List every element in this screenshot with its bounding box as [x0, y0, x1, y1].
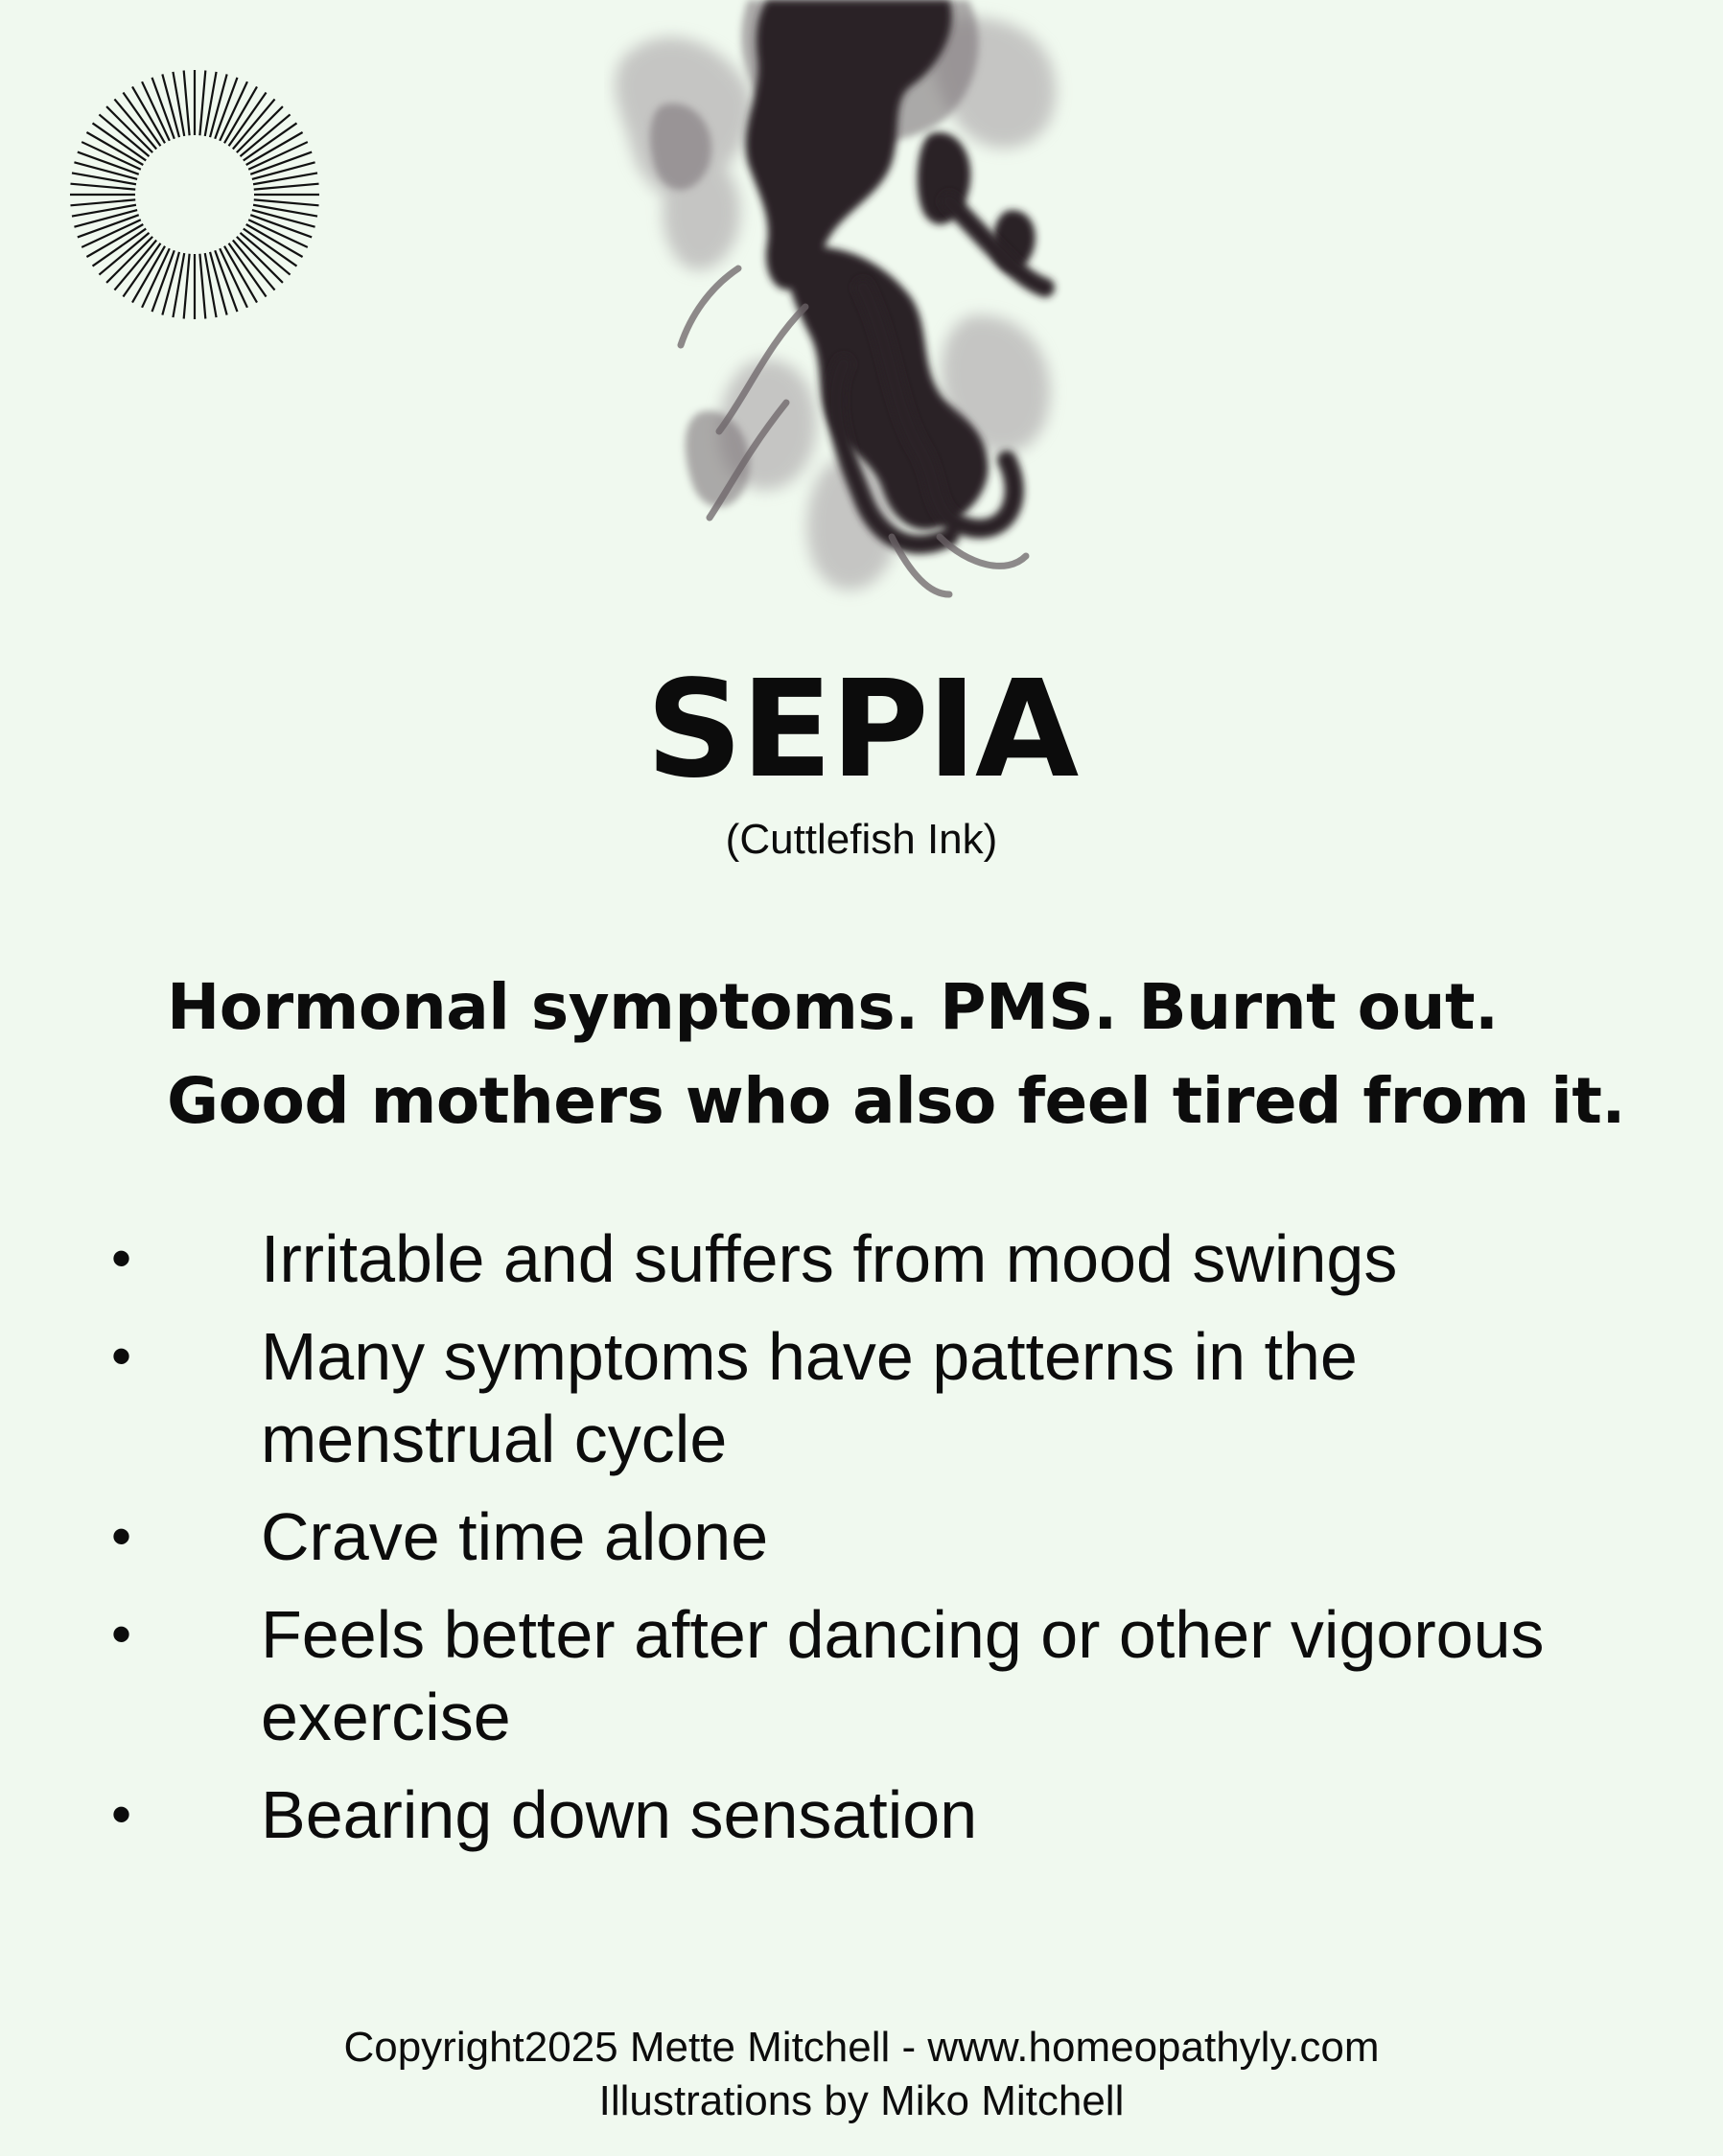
- sunburst-ray: [229, 243, 267, 297]
- symptom-item: [105, 1217, 1659, 1300]
- symptom-text: Bearing down sensation: [261, 1777, 978, 1852]
- symptom-text: Crave time alone: [261, 1499, 769, 1574]
- sunburst-ray: [199, 70, 205, 135]
- sunburst-ray: [244, 123, 297, 160]
- sunburst-ray: [229, 93, 267, 147]
- sunburst-ray: [70, 199, 135, 205]
- tagline-line: Hormonal symptoms. PMS. Burnt out.: [167, 970, 1499, 1044]
- remedy-subtitle: (Cuttlefish Ink): [725, 816, 998, 863]
- sunburst-ray: [93, 229, 147, 267]
- sunburst-ray: [72, 173, 136, 184]
- bullet-icon: •: [111, 1324, 132, 1388]
- sunburst-ray: [233, 240, 275, 290]
- sunburst-ray: [184, 254, 190, 319]
- sunburst-ray: [72, 205, 136, 217]
- sunburst-ray: [114, 99, 156, 149]
- sunburst-ray: [99, 233, 149, 275]
- sunburst-ray: [254, 199, 319, 205]
- sunburst-ray: [93, 123, 147, 160]
- sunburst-ray: [237, 237, 283, 283]
- bullet-icon: •: [111, 1226, 132, 1290]
- symptom-text: Feels better after dancing or other vigorous exercise: [261, 1597, 1545, 1754]
- sunburst-ray: [106, 106, 152, 152]
- symptom-item: [105, 1773, 1659, 1856]
- illustration-credit: Illustrations by Miko Mitchell: [598, 2077, 1125, 2124]
- sunburst-ray: [240, 114, 290, 156]
- sunburst-ray: [205, 72, 217, 136]
- sunburst-ray: [99, 114, 149, 156]
- sunburst-ray: [123, 243, 160, 297]
- symptom-item: [105, 1495, 1659, 1578]
- sunburst-ray: [233, 99, 275, 149]
- sunburst-ray: [244, 229, 297, 267]
- bullet-icon: •: [111, 1504, 132, 1568]
- footer: [0, 2021, 1723, 2128]
- remedy-title: SEPIA: [645, 652, 1078, 808]
- symptom-list: [105, 1217, 1659, 1871]
- sunburst-ray: [173, 253, 184, 317]
- tagline-line: Good mothers who also feel tired from it.: [167, 1064, 1625, 1138]
- symptom-text: Many symptoms have patterns in the menstrual cycle: [261, 1319, 1358, 1476]
- sunburst-ray: [253, 205, 317, 217]
- sunburst-ray: [237, 106, 283, 152]
- sunburst-logo-icon: [65, 65, 324, 324]
- copyright-line: Copyright2025 Mette Mitchell - www.homeopathyly.com: [343, 2024, 1380, 2071]
- symptom-text: Irritable and suffers from mood swings: [261, 1221, 1398, 1296]
- bullet-icon: •: [111, 1602, 132, 1666]
- ink-splash-illustration: [604, 0, 1141, 614]
- sunburst-ray: [123, 93, 160, 147]
- sunburst-ray: [205, 253, 217, 317]
- sunburst-ray: [184, 70, 190, 135]
- sunburst-ray: [199, 254, 205, 319]
- sunburst-ray: [240, 233, 290, 275]
- sunburst-ray: [254, 184, 319, 190]
- symptom-item: [105, 1593, 1659, 1758]
- symptom-item: [105, 1315, 1659, 1480]
- bullet-icon: •: [111, 1782, 132, 1846]
- sunburst-ray: [173, 72, 184, 136]
- sunburst-ray: [253, 173, 317, 184]
- sunburst-ray: [70, 184, 135, 190]
- remedy-tagline: [167, 961, 1663, 1148]
- sunburst-ray: [106, 237, 152, 283]
- sunburst-ray: [114, 240, 156, 290]
